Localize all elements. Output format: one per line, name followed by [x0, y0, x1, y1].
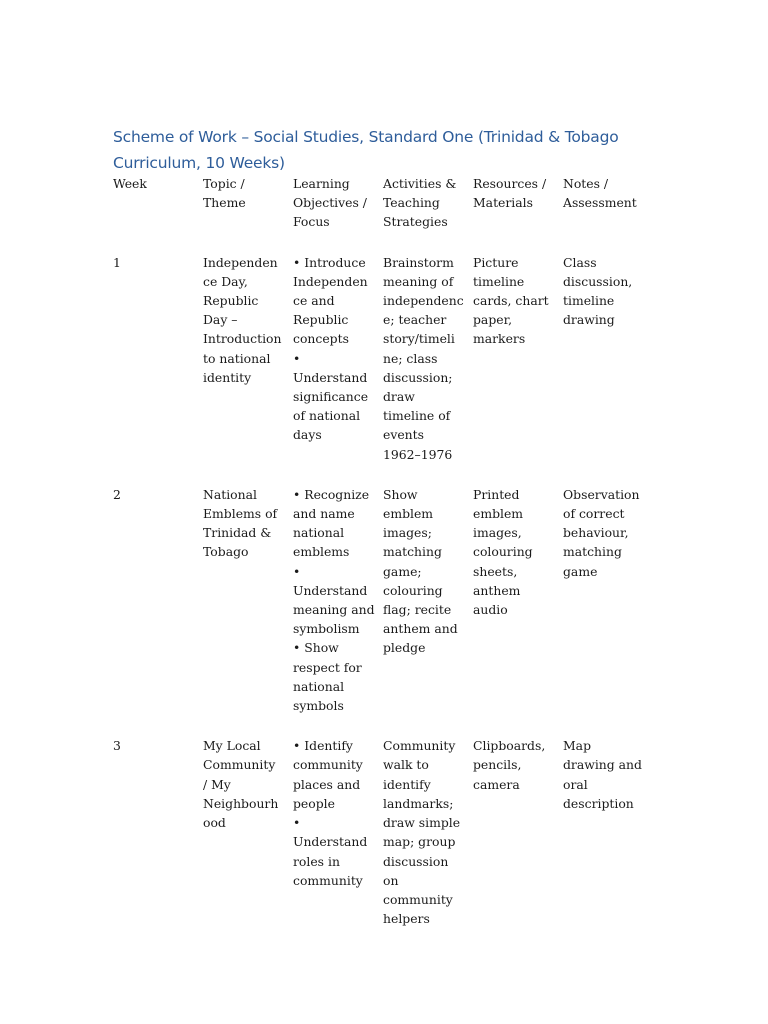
- cell-topic: National Emblems of Trinidad & Tobago: [203, 486, 278, 560]
- document-title: Scheme of Work – Social Studies, Standard One (Trinidad & Tobago Curriculum, 10 Weeks): [113, 128, 619, 172]
- cell-week: 3: [113, 738, 121, 754]
- header-activities: Activities & Teaching Strategies: [383, 176, 457, 230]
- cell-notes: Class discussion, timeline drawing: [563, 254, 633, 328]
- cell-week: 1: [113, 254, 121, 270]
- cell-objectives: • Recognize and name national emblems • Understand meaning and symbolism • Show respect for national symbols: [293, 486, 375, 714]
- cell-objectives: • Introduce Independen ce and Republic concepts • Understand significance of national days: [293, 254, 369, 443]
- table-row: [113, 253, 653, 485]
- cell-topic: Independen ce Day, Republic Day – Introduction to national identity: [203, 254, 282, 385]
- table-header-row: [113, 174, 653, 253]
- cell-topic: My Local Community / My Neighbourh ood: [203, 738, 279, 831]
- cell-notes: Map drawing and oral description: [563, 738, 642, 811]
- cell-resources: Printed emblem images, colouring sheets, anthem audio: [473, 486, 533, 618]
- cell-objectives: • Identify community places and people • Understand roles in community: [293, 738, 368, 888]
- cell-resources: Picture timeline cards, chart paper, markers: [473, 254, 549, 347]
- cell-resources: Clipboards, pencils, camera: [473, 738, 546, 792]
- cell-notes: Observation of correct behaviour, matching game: [563, 486, 640, 579]
- cell-activities: Brainstorm meaning of independenc e; teacher story/timeli ne; class discussion; draw timeline of events 1962–1976: [383, 254, 464, 462]
- table-row: [113, 485, 653, 736]
- cell-activities: Community walk to identify landmarks; draw simple map; group discussion on community helpers: [383, 738, 461, 927]
- header-topic: Topic / Theme: [203, 176, 246, 211]
- header-resources: Resources / Materials: [473, 176, 547, 211]
- header-notes: Notes / Assessment: [563, 176, 637, 211]
- scheme-of-work-table: [113, 174, 653, 949]
- header-objectives: Learning Objectives / Focus: [293, 176, 367, 230]
- header-week: Week: [113, 176, 147, 191]
- cell-week: 2: [113, 486, 121, 502]
- table-row: [113, 736, 653, 949]
- cell-activities: Show emblem images; matching game; colouring flag; recite anthem and pledge: [383, 486, 458, 656]
